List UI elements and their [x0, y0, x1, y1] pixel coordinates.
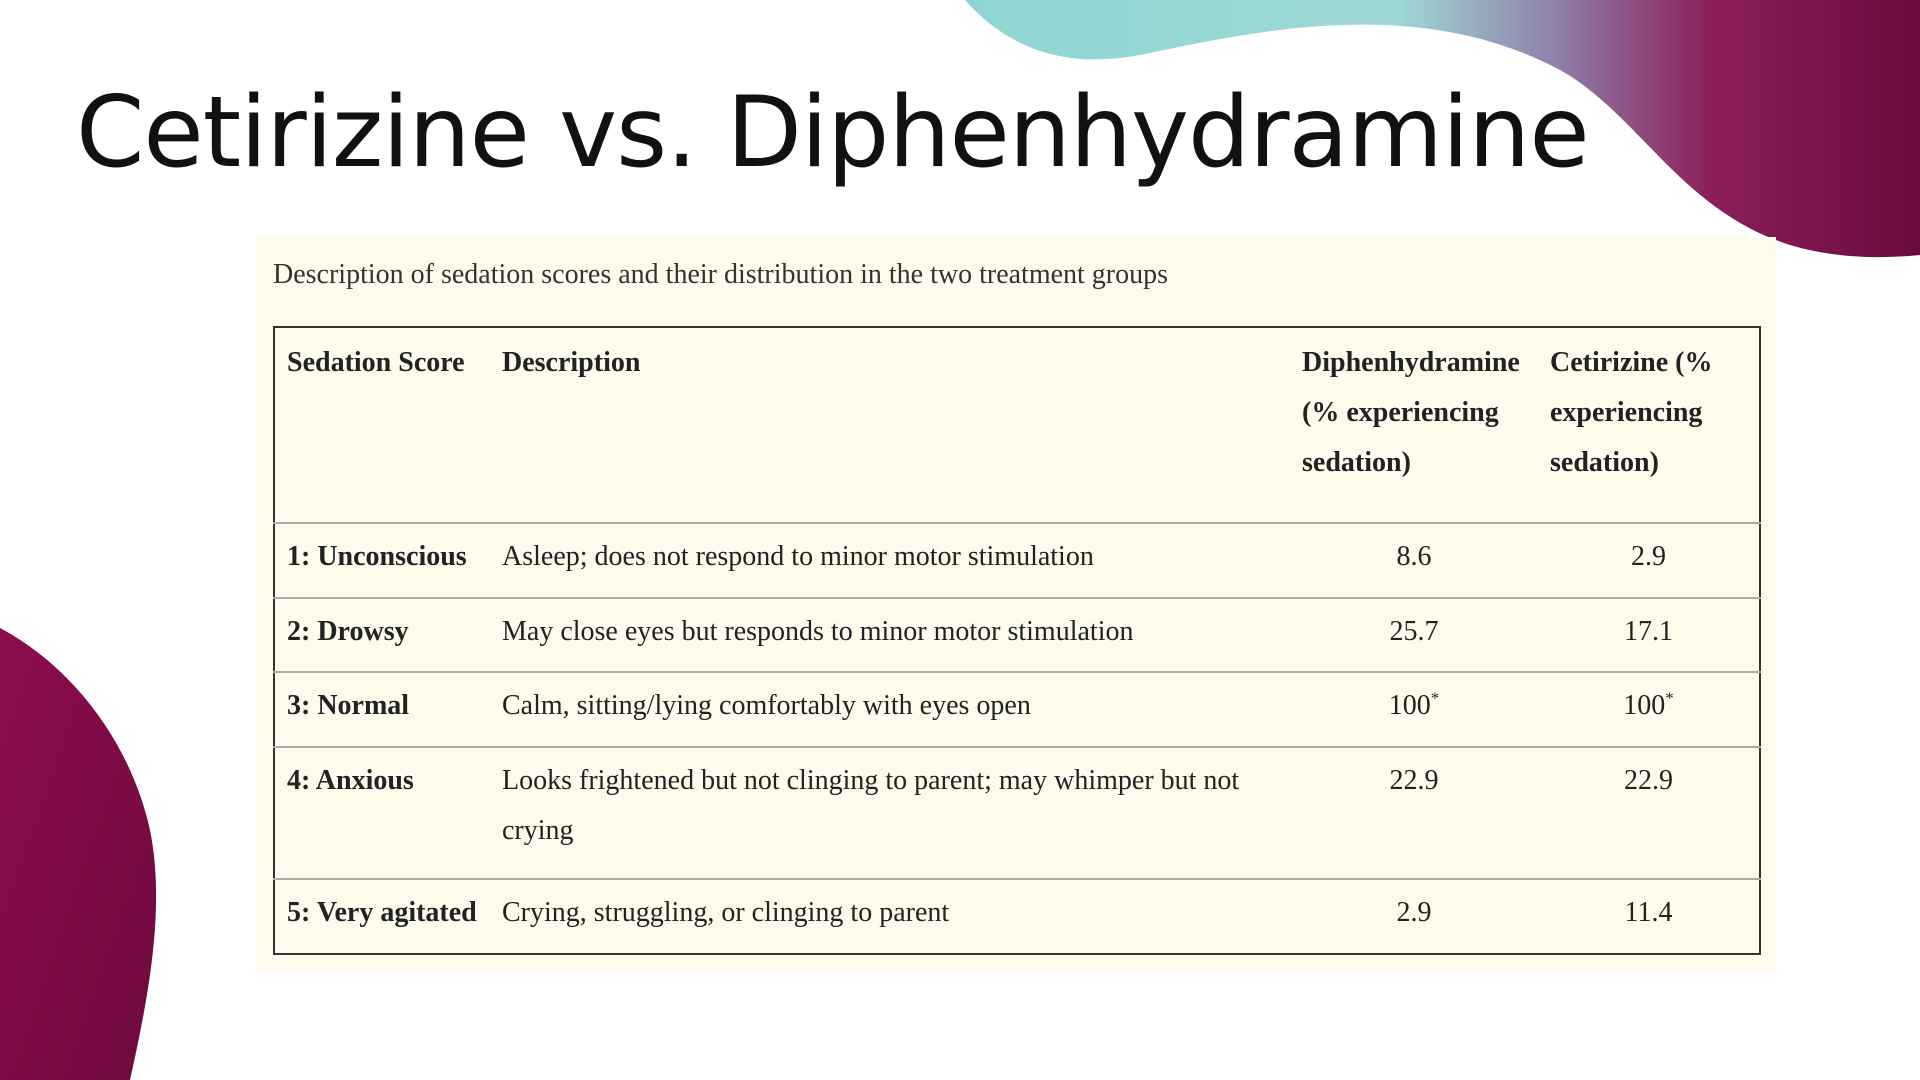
table-caption: Description of sedation scores and their distribution in the two treatment groups [273, 259, 1169, 290]
sedation-scores-table [273, 326, 1761, 955]
slide-title: Cetirizine vs. Diphenhydramine [76, 76, 1589, 190]
diphenhydramine-value: 8.6 [1396, 541, 1432, 572]
diphenhydramine-value: 25.7 [1389, 615, 1439, 647]
header-diphenhydramine: Diphenhydramine (% experiencing sedation) [1290, 327, 1538, 523]
score-cell: 3: Normal [274, 672, 490, 747]
score-cell: 2: Drowsy [274, 598, 490, 673]
table-row [274, 879, 1760, 954]
description-cell: Asleep; does not respond to minor motor stimulation [490, 523, 1290, 598]
description-cell: Crying, struggling, or clinging to parent [502, 897, 950, 929]
footnote-mark: * [1665, 688, 1674, 708]
table-row [274, 598, 1760, 673]
score-cell: 4: Anxious [274, 747, 490, 880]
header-description: Description [490, 327, 1290, 523]
cetirizine-value: 11.4 [1624, 897, 1673, 929]
cetirizine-value: 17.1 [1624, 615, 1673, 647]
table-row [274, 747, 1760, 880]
table-row [274, 672, 1760, 747]
table-row [274, 523, 1760, 598]
sedation-table-panel [256, 237, 1776, 972]
diphenhydramine-value: 22.9 [1389, 764, 1439, 796]
cetirizine-cell [1538, 879, 1760, 954]
score-cell: 5: Very agitated [287, 897, 477, 929]
description-cell: May close eyes but responds to minor motor stimulation [490, 598, 1290, 673]
cetirizine-value: 2.9 [1631, 541, 1666, 572]
cetirizine-value: 100 [1623, 690, 1666, 722]
diphenhydramine-cell [1290, 672, 1538, 747]
footnote-mark: * [1430, 688, 1440, 708]
diphenhydramine-value: 100 [1388, 690, 1431, 722]
cetirizine-cell [1538, 598, 1760, 673]
cetirizine-value: 22.9 [1624, 764, 1673, 796]
bottom-left-blob [0, 628, 156, 1080]
diphenhydramine-cell [1290, 747, 1538, 880]
table-header-row [274, 327, 1760, 523]
cetirizine-cell [1538, 523, 1760, 598]
header-cetirizine: Cetirizine (% experiencing sedation) [1538, 327, 1760, 523]
cetirizine-cell [1538, 747, 1760, 880]
diphenhydramine-cell [1290, 598, 1538, 673]
diphenhydramine-value: 2.9 [1396, 897, 1432, 929]
header-sedation-score: Sedation Score [274, 327, 490, 523]
diphenhydramine-cell [1290, 879, 1538, 954]
description-cell: Calm, sitting/lying comfortably with eyes open [490, 672, 1290, 747]
description-cell: Looks frightened but not clinging to parent; may whimper but not crying [490, 747, 1290, 880]
score-cell: 1: Unconscious [274, 523, 490, 598]
diphenhydramine-cell [1290, 523, 1538, 598]
cetirizine-cell [1538, 672, 1760, 747]
